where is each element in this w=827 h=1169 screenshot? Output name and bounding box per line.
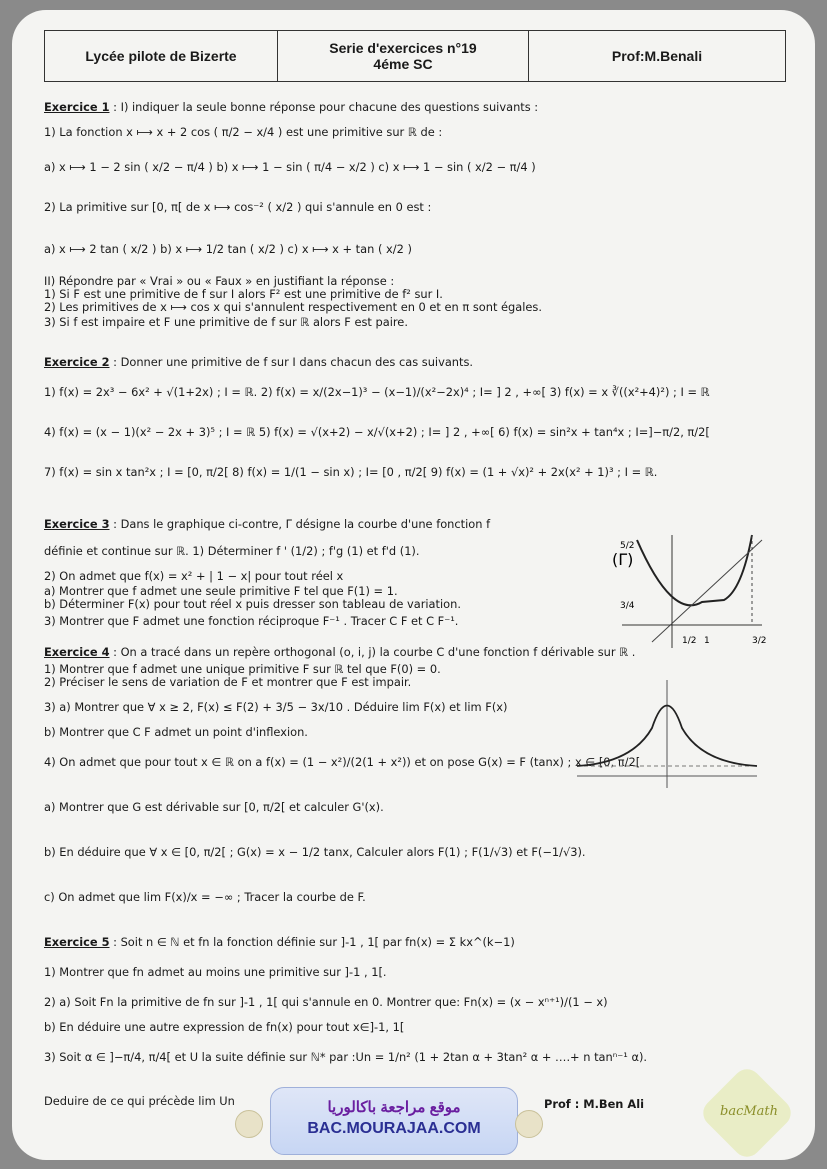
prof-cell xyxy=(529,31,785,81)
text-line: a) Montrer que f admet une seule primitive F tel que F(1) = 1. xyxy=(44,584,398,598)
signature: Prof : M.Ben Ali xyxy=(544,1097,645,1111)
text-line: b) Déterminer F(x) pour tout réel x puis dresser son tableau de variation. xyxy=(44,597,461,611)
text-line: II) Répondre par « Vrai » ou « Faux » en justifiant la réponse : xyxy=(44,274,395,288)
text-line: Deduire de ce qui précède lim Un xyxy=(44,1094,235,1108)
text-line: 3) Montrer que F admet une fonction réciproque F⁻¹ . Tracer C F et C F⁻¹. xyxy=(44,614,459,628)
text-line: 2) a) Soit Fn la primitive de fn sur ]-1 , 1[ qui s'annule en 0. Montrer que: Fn(x) = (x − xⁿ⁺¹)/(1 − x) xyxy=(44,995,608,1009)
text-line: a) x ⟼ 2 tan ( x/2 ) b) x ⟼ 1/2 tan ( x/2 ) c) x ⟼ x + tan ( x/2 ) xyxy=(44,242,412,256)
text-line: c) On admet que lim F(x)/x = −∞ ; Tracer la courbe de F. xyxy=(44,890,366,904)
document-sheet xyxy=(12,10,815,1160)
text-line: 7) f(x) = sin x tan²x ; I = [0, π/2[ 8) f(x) = 1/(1 − sin x) ; I= [0 , π/2[ 9) f(x) = (1 + √x)² + 2x(x² + 1)³ ; I = ℝ. xyxy=(44,465,658,479)
text-line: b) En déduire que ∀ x ∈ [0, π/2[ ; G(x) = x − 1/2 tanx, Calculer alors F(1) ; F(1/√3) et F(−1/√3). xyxy=(44,845,586,859)
text-line: Exercice 4 : On a tracé dans un repère orthogonal (o, i, j) la courbe C d'une fonction f dérivable sur ℝ . xyxy=(44,645,636,659)
text-line: 1) Montrer que fn admet au moins une primitive sur ]-1 , 1[. xyxy=(44,965,387,979)
text-line: Exercice 1 : I) indiquer la seule bonne réponse pour chacune des questions suivants : xyxy=(44,100,539,114)
graph-c xyxy=(572,678,762,798)
text-line: Exercice 3 : Dans le graphique ci-contre, Γ désigne la courbe d'une fonction f xyxy=(44,517,491,531)
site-logo-icon-right xyxy=(515,1110,543,1138)
site-logo-icon xyxy=(235,1110,263,1138)
text-line: 2) On admet que f(x) = x² + | 1 − x| pour tout réel x xyxy=(44,569,344,583)
text-line: Exercice 2 : Donner une primitive de f sur I dans chacun des cas suivants. xyxy=(44,355,474,369)
text-line: 1) f(x) = 2x³ − 6x² + √(1+2x) ; I = ℝ. 2) f(x) = x/(2x−1)³ − (x−1)/(x²−2x)⁴ ; I= ] 2 , +∞[ 3) f(x) = x ∛((x²+4)²) ; I = ℝ xyxy=(44,385,710,399)
bacmath-text: bacMath xyxy=(720,1104,779,1119)
footer-url[interactable]: BAC.MOURAJAA.COM xyxy=(307,1120,481,1137)
tick-label: 3/2 xyxy=(752,636,767,646)
text-line: b) En déduire une autre expression de fn(x) pour tout x∈]-1, 1[ xyxy=(44,1020,405,1034)
text-line: Exercice 5 : Soit n ∈ ℕ et fn la fonction définie sur ]-1 , 1[ par fn(x) = Σ kx^(k−1) xyxy=(44,935,515,949)
header-table xyxy=(44,30,786,82)
text-line: a) x ⟼ 1 − 2 sin ( x/2 − π/4 ) b) x ⟼ 1 − sin ( π/4 − x/2 ) c) x ⟼ 1 − sin ( x/2 − π/4 ) xyxy=(44,160,536,174)
gamma-label: (Γ) xyxy=(612,550,634,569)
text-line: 3) Si f est impaire et F une primitive de f sur ℝ alors F est paire. xyxy=(44,315,408,329)
level-label: 4éme SC xyxy=(373,56,433,72)
graph-gamma xyxy=(612,530,772,650)
exercise-heading: Exercice 1 xyxy=(44,100,110,114)
tick-label: 1 xyxy=(704,636,710,646)
line-gamma xyxy=(652,540,762,642)
school-cell xyxy=(45,31,278,81)
exercise-heading: Exercice 3 xyxy=(44,517,110,531)
text-line: 3) a) Montrer que ∀ x ≥ 2, F(x) ≤ F(2) + 3/5 − 3x/10 . Déduire lim F(x) et lim F(x) xyxy=(44,700,508,714)
text-line: 2) Les primitives de x ⟼ cos x qui s'annulent respectivement en 0 et en π sont égales. xyxy=(44,300,542,314)
text-line: définie et continue sur ℝ. 1) Déterminer f ' (1/2) ; f'g (1) et f'd (1). xyxy=(44,544,420,558)
text-line: 1) La fonction x ⟼ x + 2 cos ( π/2 − x/4 ) est une primitive sur ℝ de : xyxy=(44,125,443,139)
text-line: b) Montrer que C F admet un point d'inflexion. xyxy=(44,725,308,739)
footer-arabic: موقع مراجعة باكالوريا xyxy=(327,1099,461,1116)
text-line: 4) On admet que pour tout x ∈ ℝ on a f(x) = (1 − x²)/(2(1 + x²)) et on pose G(x) = F (tanx) ; x ∈ [0, π/2[ xyxy=(44,755,641,769)
text-line: 1) Montrer que f admet une unique primitive F sur ℝ tel que F(0) = 0. xyxy=(44,662,441,676)
footer-banner[interactable] xyxy=(270,1087,518,1155)
exercise-heading: Exercice 4 xyxy=(44,645,110,659)
tick-label: 1/2 xyxy=(682,636,697,646)
text-line: 4) f(x) = (x − 1)(x² − 2x + 3)⁵ ; I = ℝ 5) f(x) = √(x+2) − x/√(x+2) ; I= ] 2 , +∞[ 6) f(x) = sin²x + tan⁴x ; I=]−π/2, π/2[ xyxy=(44,425,710,439)
text-line: 1) Si F est une primitive de f sur I alors F² est une primitive de f² sur I. xyxy=(44,287,443,301)
prof-name: Prof:M.Benali xyxy=(611,48,703,64)
exercise-heading: Exercice 2 xyxy=(44,355,110,369)
series-cell xyxy=(278,31,529,81)
curve-gamma xyxy=(637,535,752,605)
series-title: Serie d'exercices n°19 xyxy=(329,40,477,56)
text-line: a) Montrer que G est dérivable sur [0, π/2[ et calculer G'(x). xyxy=(44,800,384,814)
school-name: Lycée pilote de Bizerte xyxy=(85,48,237,64)
text-line: 3) Soit α ∈ ]−π/4, π/4[ et U la suite définie sur ℕ* par :Un = 1/n² (1 + 2tan α + 3tan² α + ….+ n tanⁿ⁻¹ α). xyxy=(44,1050,648,1064)
tick-label: 3/4 xyxy=(620,601,635,611)
text-line: 2) La primitive sur [0, π[ de x ⟼ cos⁻² ( x/2 ) qui s'annule en 0 est : xyxy=(44,200,432,214)
tick-label: 5/2 xyxy=(620,541,635,551)
text-line: 2) Préciser le sens de variation de F et montrer que F est impair. xyxy=(44,675,412,689)
exercise-heading: Exercice 5 xyxy=(44,935,110,949)
